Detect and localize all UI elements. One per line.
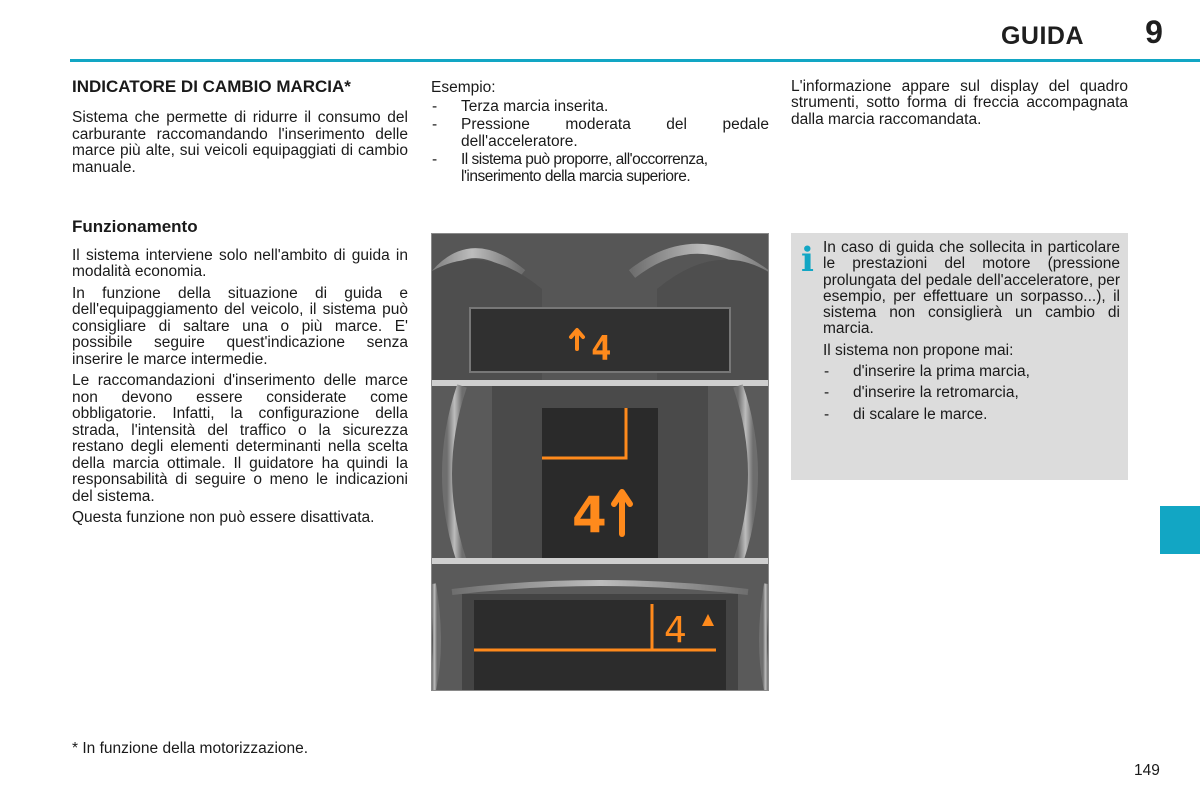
instrument-panel-illustration — [431, 233, 769, 691]
chapter-side-tab — [1160, 506, 1200, 554]
body-paragraph: Il sistema interviene solo nell'ambito di guida in modalità economia. — [72, 246, 408, 280]
middle-gear-digit: 4 — [572, 486, 607, 544]
list-item: - Terza marcia inserita. — [432, 97, 609, 115]
column-middle — [431, 80, 769, 187]
column-left — [72, 78, 408, 532]
info-paragraph: In caso di guida che sollecita in particolare le prestazioni del motore (pressione prolungata del pedale dell'acceleratore, per esempio, per effettuare un sorpasso...), il sistema non consiglierà un cambio di marcia. — [823, 239, 1120, 338]
example-list — [431, 99, 769, 186]
info-box — [791, 233, 1128, 480]
list-item: - di scalare le marce. — [824, 405, 988, 423]
body-paragraph: Le raccomandazioni d'inserimento delle marce non devono essere considerate come obbligatorie. Infatti, la configurazione della strada, l'intensità del traffico o la sicurezza restano degli elementi determinanti nella scelta della marcia ottimale. Il guidatore ha quindi la responsabilità di seguire o meno le indicazioni del sistema. — [72, 372, 408, 505]
bottom-gear-digit: 4 — [664, 610, 687, 651]
chapter-number: 9 — [1145, 14, 1163, 50]
list-item: - d'inserire la retromarcia, — [824, 384, 1019, 402]
column-right — [791, 79, 1128, 133]
section-title: INDICATORE DI CAMBIO MARCIA* — [72, 77, 351, 96]
display-description: L'informazione appare sul display del quadro strumenti, sotto forma di freccia accompagnata dalla marcia raccomandata. — [791, 78, 1128, 128]
body-paragraph: In funzione della situazione di guida e dell'equipaggiamento del veicolo, il sistema può consigliare di saltare una o più marce. E' possibile seguire quest'indicazione senza inserire le marce intermedie. — [72, 284, 408, 368]
body-paragraph: Questa funzione non può essere disattivata. — [72, 509, 375, 526]
chapter-title: GUIDA — [1000, 22, 1084, 50]
display-panel-top — [432, 234, 768, 386]
info-icon: i — [801, 240, 814, 280]
dashboard-displays-image — [432, 234, 768, 690]
page-number: 149 — [1134, 762, 1160, 779]
list-item: - Pressione moderata del pedale dell'acceleratore. — [432, 116, 769, 150]
display-panel-bottom — [432, 564, 768, 690]
info-never-label: Il sistema non propone mai: — [823, 341, 1014, 359]
subsection-title: Funzionamento — [72, 217, 198, 236]
footnote: * In funzione della motorizzazione. — [72, 740, 309, 757]
example-label: Esempio: — [431, 79, 496, 96]
intro-paragraph: Sistema che permette di ridurre il consumo del carburante raccomandando l'inserimento delle marce più alte, sui veicoli equipaggiati di cambio manuale. — [72, 109, 408, 176]
display-panel-middle — [432, 386, 768, 564]
list-item: - Il sistema può proporre, all'occorrenza, l'inserimento della marcia superiore. — [432, 151, 708, 185]
header-rule — [70, 59, 1200, 62]
list-item: - d'inserire la prima marcia, — [824, 363, 1030, 381]
top-gear-digit: 4 — [591, 329, 612, 369]
info-list — [823, 364, 1120, 423]
